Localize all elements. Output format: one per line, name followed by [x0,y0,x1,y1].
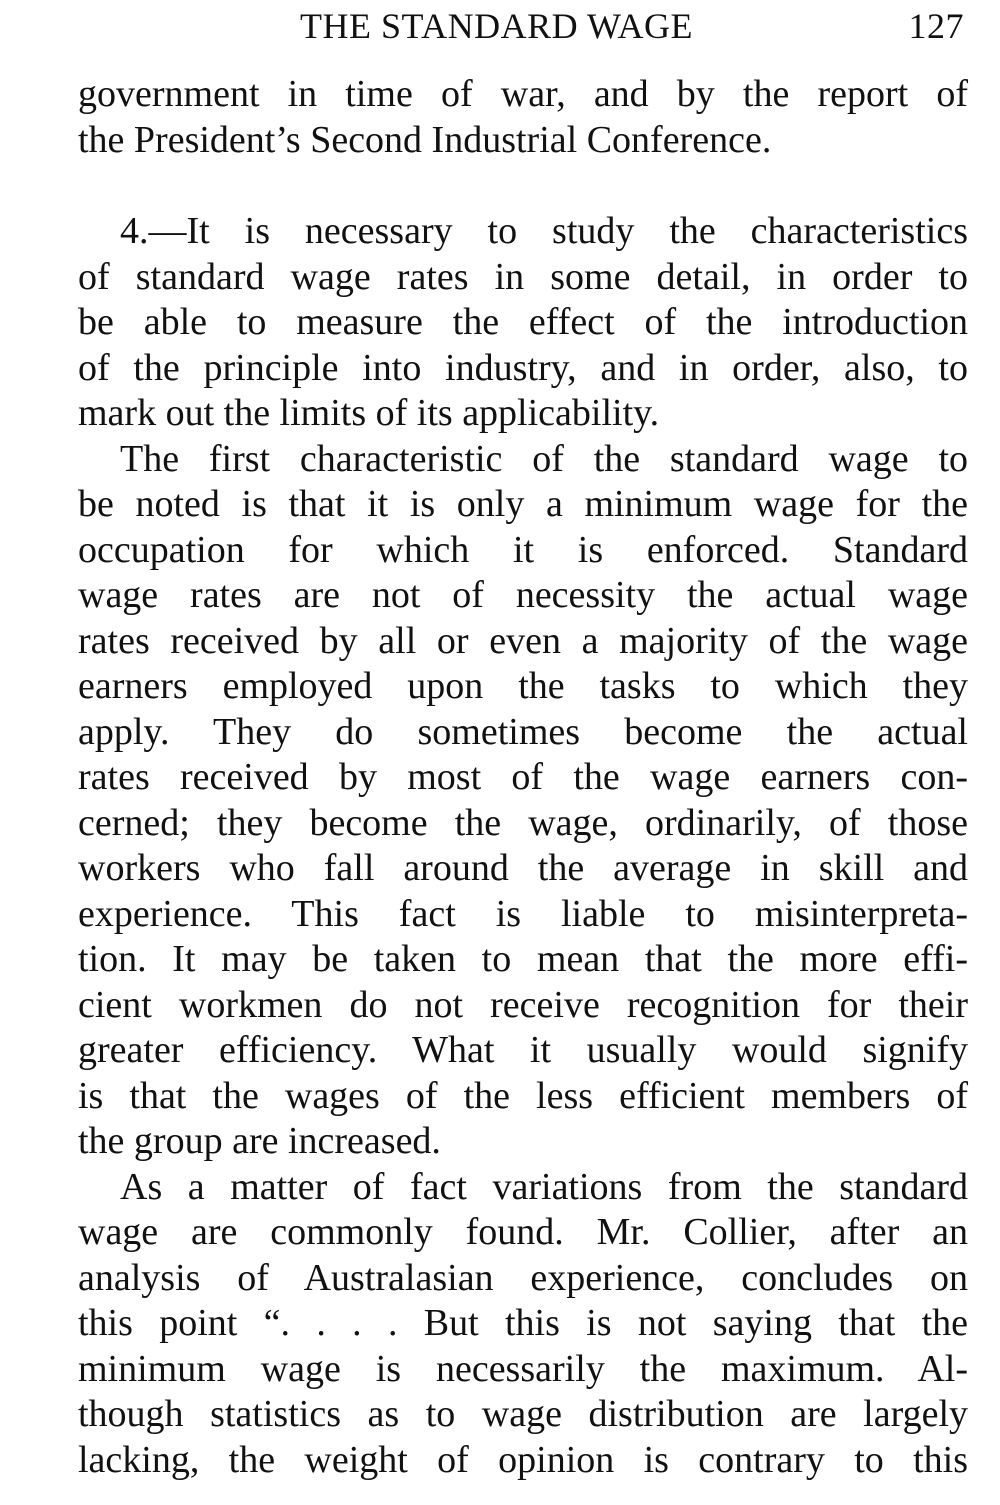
text-line: lacking, the weight of opinion is contrary to this [78,1438,968,1481]
text-line: rates received by most of the wage earners con- [78,756,968,798]
running-head-title: THE STANDARD WAGE [300,6,693,46]
text-line: tion. It may be taken to mean that the more effi- [78,938,968,980]
text-line: wage are commonly found. Mr. Collier, after an [78,1211,968,1253]
text-line: government in time of war, and by the report of [78,73,968,115]
text-line: earners employed upon the tasks to which they [78,665,968,707]
paragraph-continuation [78,72,968,163]
text-line: of the principle into industry, and in order, also, to [78,346,968,389]
body-text [78,72,968,1483]
text-line: occupation for which it is enforced. Standard [78,528,968,571]
text-line: be noted is that it is only a minimum wage for the [78,483,968,525]
text-line: though statistics as to wage distribution are largely [78,1393,968,1435]
paragraph-first-characteristic [78,437,968,1165]
paragraph-variations [78,1165,968,1484]
page-number: 127 [908,6,964,46]
text-line: experience. This fact is liable to misinterpreta- [78,892,968,935]
text-line: be able to measure the effect of the introduction [78,301,968,343]
text-line: cient workmen do not receive recognition for their [78,983,968,1026]
text-line: greater efficiency. What it usually would signify [78,1029,968,1071]
text-line: the group are increased. [78,1120,441,1162]
text-line: the President’s Second Industrial Conference. [78,118,772,161]
text-line: apply. They do sometimes become the actual [78,710,968,753]
text-line: cerned; they become the wage, ordinarily, of those [78,801,968,844]
text-line: The first characteristic of the standard wage to [120,437,968,480]
text-line: workers who fall around the average in skill and [78,847,968,889]
text-line: of standard wage rates in some detail, in order to [78,255,968,298]
text-line: analysis of Australasian experience, concludes on [78,1256,968,1299]
text-line: wage rates are not of necessity the actual wage [78,574,968,616]
running-head [78,4,964,48]
paragraph-section-4 [78,209,968,437]
text-line: 4.—It is necessary to study the characteristics [120,210,968,252]
text-line: As a matter of fact variations from the standard [120,1165,968,1208]
text-line: rates received by all or even a majority of the wage [78,619,968,662]
text-line: is that the wages of the less efficient members of [78,1074,968,1117]
text-line: minimum wage is necessarily the maximum. Al- [78,1347,968,1390]
text-line: this point “. . . . But this is not saying that the [78,1302,968,1344]
text-line: mark out the limits of its applicability. [78,392,660,434]
